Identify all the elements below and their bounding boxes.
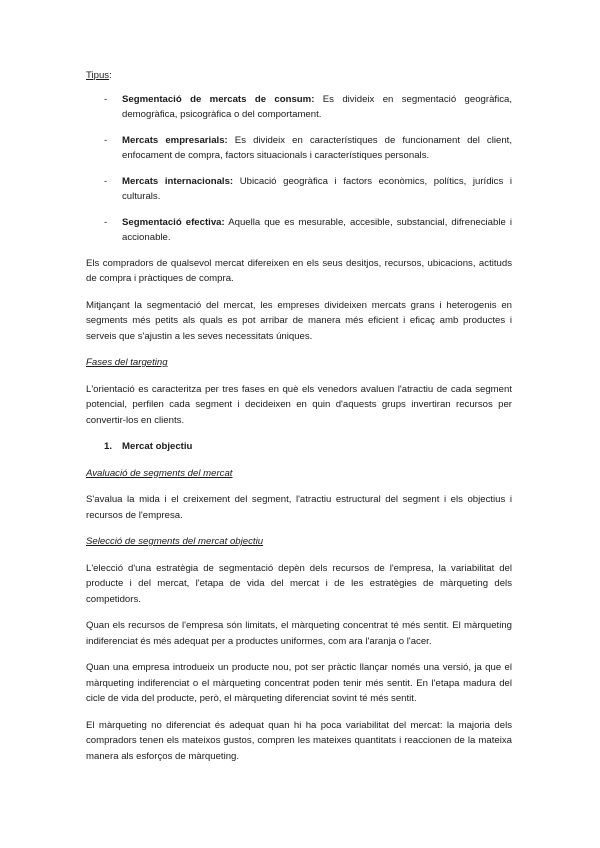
- list-item-title: Mercats internacionals:: [122, 175, 234, 187]
- paragraph-producte-nou: Quan una empresa introdueix un producte nou, pot ser pràctic llançar només una versió, ja que el màrqueting indiferenciat o el màrqueting concentrat poden tenir més sentit. En l'etapa madura del cicle de vida del producte, però, el màrqueting diferenciat sovint té més sentit.: [86, 662, 512, 704]
- paragraph-avaluacio: S'avalua la mida i el creixement del segment, l'atractiu estructural del segment i els objectius i recursos de l'empresa.: [86, 494, 512, 521]
- section-heading-tipus: [86, 68, 512, 84]
- list-item: [86, 133, 512, 164]
- tipus-label: Tipus: [86, 70, 110, 81]
- list-item: [86, 215, 512, 246]
- paragraph-recursos: Quan els recursos de l'empresa són limitats, el màrqueting concentrat té més sentit. El màrqueting indiferenciat és més adequat per a productes uniformes, com ara l'aranja o l'acer.: [86, 620, 512, 647]
- list-item: [86, 92, 512, 123]
- numbered-heading-title: Mercat objectiu: [122, 441, 193, 452]
- paragraph-segmentacio: Mitjançant la segmentació del mercat, les empreses divideixen mercats grans i heterogenis en segments més petits als quals es pot arribar de manera més eficient i eficaç amb productes i serveis que s'ajustin a les seves necessitats úniques.: [86, 299, 512, 342]
- bullet-dash: -: [104, 93, 108, 105]
- list-item-text: Ubicació geogràfica i factors econòmics, polítics, jurídics i culturals.: [122, 175, 512, 202]
- bullet-dash: -: [104, 175, 108, 187]
- section-heading-fases: [86, 355, 512, 371]
- section-heading-avaluacio: [86, 466, 512, 482]
- bullet-dash: -: [104, 134, 108, 146]
- paragraph-compradors: Els compradors de qualsevol mercat difereixen en els seus desitjos, recursos, ubicacions, actituds de compra i pràctiques de compra.: [86, 257, 512, 284]
- list-item: [86, 174, 512, 205]
- list-item-text: Es divideix en característiques de funcionament del client, enfocament de compra, factors situacionals i característiques personals.: [122, 134, 512, 161]
- numbered-heading-number: 1.: [104, 441, 113, 452]
- paragraph-orientacio: L'orientació es caracteritza per tres fases en què els venedors avaluen l'atractiu de cada segment potencial, perfilen cada segment i decideixen en quin d'aquests grups invertiran recursos per convertir-los en clients.: [86, 383, 512, 426]
- list-item-title: Mercats empresarials:: [122, 134, 228, 146]
- list-item-text: Es divideix en segmentació geogràfica, demogràfica, psicogràfica o del comportament.: [122, 93, 512, 120]
- bullet-dash: -: [104, 216, 108, 228]
- types-list: [86, 92, 512, 246]
- paragraph-no-diferenciat: El màrqueting no diferenciat és adequat quan hi ha poca variabilitat del mercat: la majoria dels compradors tenen els mateixos gustos, compren les mateixes quantitats i reaccionen de la mateixa manera als esforços de màrqueting.: [86, 719, 512, 762]
- avaluacio-heading-text: Avaluació de segments del mercat: [86, 467, 233, 479]
- fases-heading-text: Fases del targeting: [86, 357, 168, 368]
- tipus-colon: :: [109, 70, 112, 81]
- section-heading-seleccio: [86, 534, 512, 550]
- numbered-heading: [86, 439, 512, 455]
- list-item-text: Aquella que es mesurable, accesible, substancial, difreneciable i accionable.: [122, 216, 512, 243]
- paragraph-eleccio: L'elecció d'una estratègia de segmentació depèn dels recursos de l'empresa, la variabilitat del producte i del mercat, l'etapa de vida del mercat i de les estratègies de màrqueting dels competidors.: [86, 562, 512, 605]
- seleccio-heading-text: Selecció de segments del mercat objectiu: [86, 536, 264, 547]
- list-item-title: Segmentació de mercats de consum:: [122, 93, 315, 105]
- list-item-title: Segmentació efectiva:: [122, 216, 225, 228]
